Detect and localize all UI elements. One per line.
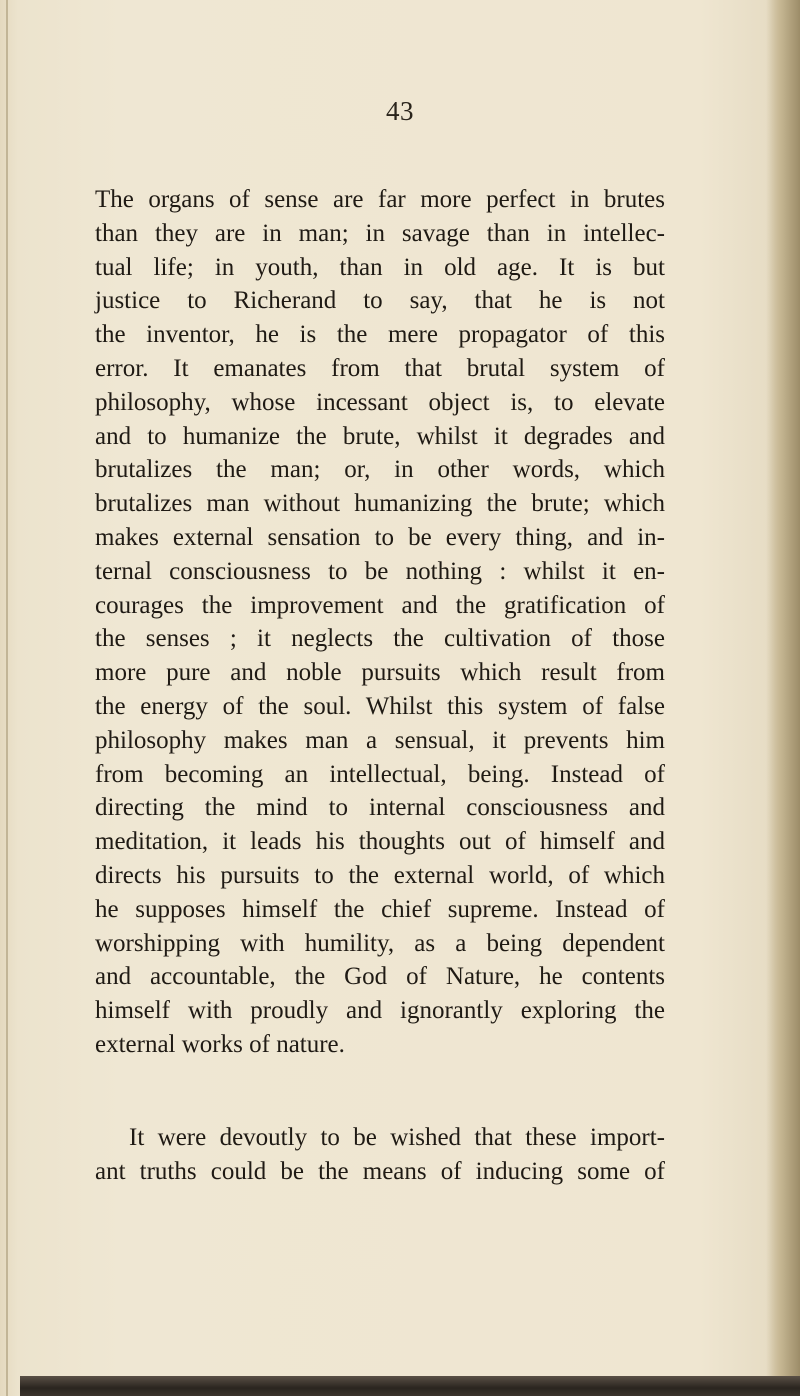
text-line: the inventor, he is the mere propagator of this (95, 321, 665, 349)
text-line: makes external sensation to be every thing, and in- (95, 523, 665, 551)
page-gutter-line (6, 0, 8, 1396)
paragraph-2 (95, 1121, 665, 1189)
text-line: brutalizes the man; or, in other words, which (95, 456, 665, 484)
text-line: directs his pursuits to the external world, of which (95, 861, 665, 889)
text-line: ternal consciousness to be nothing : whilst it en- (95, 557, 665, 585)
text-line: meditation, it leads his thoughts out of himself and (95, 828, 665, 856)
paragraph-1 (95, 183, 665, 1062)
text-line: It were devoutly to be wished that these import- (129, 1124, 665, 1151)
text-line: himself with proudly and ignorantly exploring the (95, 997, 665, 1025)
text-line: philosophy makes man a sensual, it prevents him (95, 726, 665, 754)
text-line: The organs of sense are far more perfect in brutes (95, 186, 665, 213)
text-line: external works of nature. (95, 1030, 345, 1058)
text-line: directing the mind to internal consciousness and (95, 794, 665, 822)
page-bottom-edge (20, 1376, 800, 1396)
page-edge-shadow (766, 0, 800, 1396)
text-line: courages the improvement and the gratification of (95, 591, 665, 619)
text-line: brutalizes man without humanizing the brute; which (95, 490, 665, 518)
text-line: and to humanize the brute, whilst it degrades and (95, 422, 665, 450)
text-line: the senses ; it neglects the cultivation of those (95, 625, 665, 653)
text-line: justice to Richerand to say, that he is not (95, 287, 665, 315)
text-line: he supposes himself the chief supreme. Instead of (95, 895, 665, 923)
text-line: error. It emanates from that brutal system of (95, 354, 665, 382)
text-line: the energy of the soul. Whilst this system of false (95, 692, 665, 720)
text-line: and accountable, the God of Nature, he contents (95, 963, 665, 991)
text-line: philosophy, whose incessant object is, to elevate (95, 388, 665, 416)
text-line: than they are in man; in savage than in intellec- (95, 219, 665, 247)
text-line: worshipping with humility, as a being dependent (95, 929, 665, 957)
text-line: ant truths could be the means of inducing some of (95, 1157, 665, 1185)
text-line: tual life; in youth, than in old age. It is but (95, 253, 665, 281)
text-line: more pure and noble pursuits which result from (95, 659, 665, 687)
text-line: from becoming an intellectual, being. Instead of (95, 760, 665, 788)
page-number: 43 (386, 96, 414, 126)
